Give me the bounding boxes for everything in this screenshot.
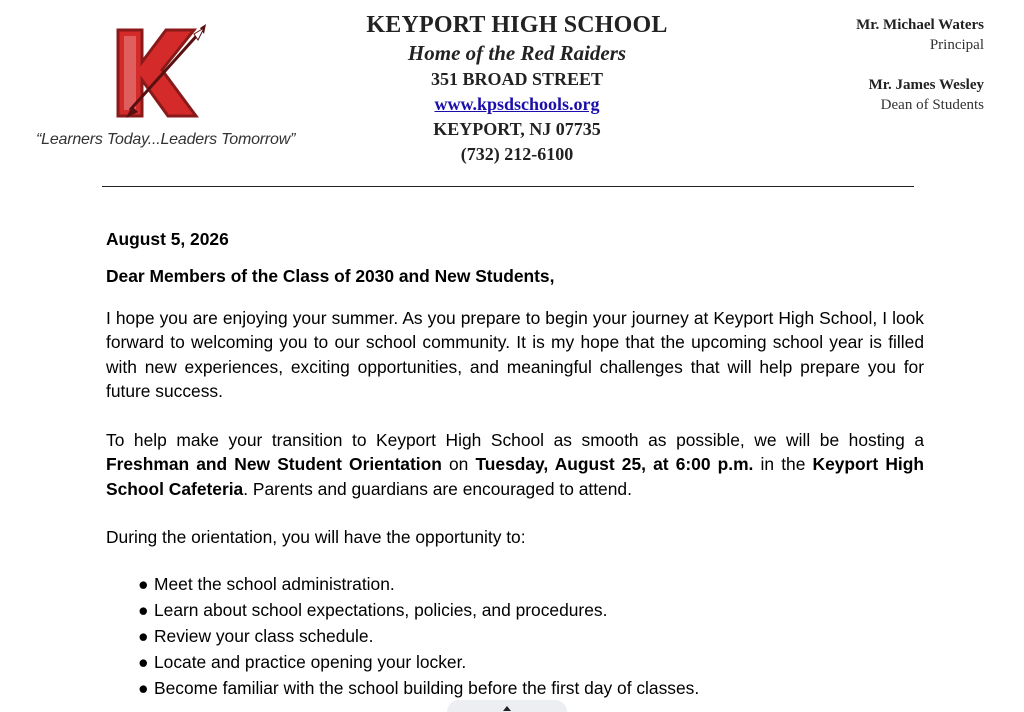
list-item: ● Become familiar with the school building before the first day of classes. <box>138 675 699 701</box>
caret-up-icon <box>503 706 511 711</box>
letterhead-staff <box>764 15 984 115</box>
principal-name: Mr. Michael Waters <box>856 17 984 33</box>
letter-salutation: Dear Members of the Class of 2030 and New Students, <box>106 266 555 286</box>
school-logo <box>108 22 212 122</box>
principal-title: Principal <box>929 37 984 53</box>
letterhead-center <box>300 10 734 167</box>
bullet-icon: ● <box>138 652 149 673</box>
city-state-zip: KEYPORT, NJ 07735 <box>433 119 601 139</box>
orientation-text-2: on <box>441 454 476 475</box>
logo-k-letter <box>118 30 196 116</box>
bullet-icon: ● <box>138 600 149 621</box>
orientation-text-4: . Parents and guardians are encouraged to attend. <box>243 478 632 499</box>
bullet-icon: ● <box>138 678 149 699</box>
orientation-date-time: Tuesday, August 25, at 6:00 p.m. <box>475 454 754 475</box>
list-item: ● Locate and practice opening your locker. <box>138 649 699 675</box>
list-item: ● Review your class schedule. <box>138 623 699 649</box>
bullet-icon: ● <box>138 626 149 647</box>
phone-number: (732) 212-6100 <box>460 144 574 164</box>
street-address: 351 BROAD STREET <box>430 69 604 89</box>
list-item: ● Meet the school administration. <box>138 571 699 597</box>
header-divider <box>102 186 914 187</box>
scroll-up-button[interactable] <box>447 700 567 712</box>
school-name: KEYPORT HIGH SCHOOL <box>366 12 668 38</box>
school-tagline: Home of the Red Raiders <box>407 41 627 65</box>
school-motto: “Learners Today...Leaders Tomorrow” <box>36 131 296 148</box>
paragraph-orientation <box>106 428 924 501</box>
orientation-event-name: Freshman and New Student Orientation <box>106 454 442 475</box>
orientation-text-1: To help make your transition to Keyport High School as smooth as possible, we will be hosting a <box>106 430 924 450</box>
website-link[interactable]: www.kpsdschools.org <box>434 94 600 114</box>
bullet-icon: ● <box>138 574 149 594</box>
letter-date: August 5, 2026 <box>106 229 229 249</box>
paragraph-opportunities: During the orientation, you will have the opportunity to: <box>106 527 526 547</box>
orientation-text-3: in the <box>753 454 813 475</box>
opportunities-list <box>138 571 699 701</box>
list-item: ● Learn about school expectations, policies, and procedures. <box>138 597 699 623</box>
dean-title: Dean of Students <box>880 97 984 113</box>
dean-name: Mr. James Wesley <box>868 77 984 93</box>
orientation-location: Keyport High School Cafeteria <box>106 454 924 499</box>
paragraph-intro: I hope you are enjoying your summer. As you prepare to begin your journey at Keyport High School, I look forward to welcoming you to our school community. It is my hope that the upcoming school year is filled with new experiences, exciting opportunities, and meaningful challenges that will help prepare you for future success. <box>106 308 924 402</box>
